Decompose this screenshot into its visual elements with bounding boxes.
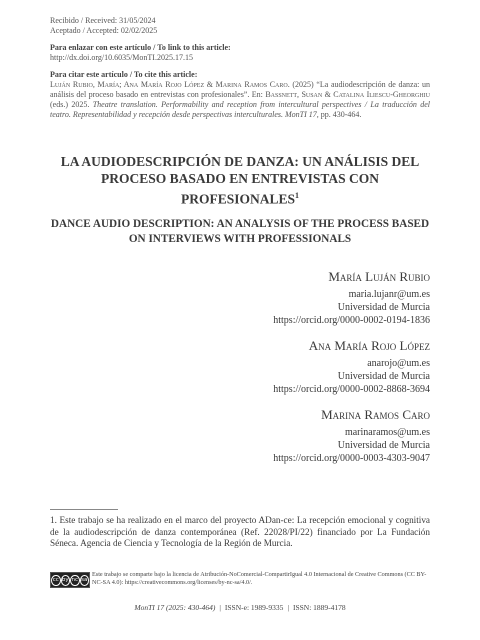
citation-title: (2025) “La audiodescripción de danza: un análisis del proceso basado en entrevistas con profesionales”. En: <box>50 80 431 99</box>
citation-pages: pp. 430-464. <box>320 110 362 119</box>
citation-editors: Bassnett, Susan & Catalina Iliescu-Gheorghiu <box>265 90 431 99</box>
author-name: Marina Ramos Caro <box>321 407 430 422</box>
footer-issn-e: ISSN-e: 1989-9335 <box>224 603 284 612</box>
doi-link[interactable]: http://dx.doi.org/10.6035/MonTI.2025.17.15 <box>50 53 193 62</box>
author-orcid[interactable]: https://orcid.org/0000-0003-4303-9047 <box>273 453 430 464</box>
cite-label: Para citar este artículo / To cite this article: <box>50 70 198 79</box>
article-first-page <box>50 0 430 640</box>
citation-authors: Luján Rubio, María; Ana María Rojo López & Marina Ramos Caro. <box>50 80 290 89</box>
accepted-date: Aceptado / Accepted: 02/02/2025 <box>50 26 158 35</box>
received-date: Recibido / Received: 31/05/2024 <box>50 16 156 25</box>
citation-eds: (eds.) 2025. <box>50 100 90 109</box>
license-text: Este trabajo se comparte bajo la licencia de Atribución-NoComercial-CompartirIgual 4.0 Internacional de Creative Commons (CC BY-NC-SA 4.0): https://creativecommons.org/licenses/by-nc-sa/4.0/. <box>92 571 427 586</box>
footnote-divider <box>50 509 118 510</box>
author-email[interactable]: maria.lujanr@um.es <box>348 289 430 300</box>
author-name: Ana María Rojo López <box>308 338 430 353</box>
link-label: Para enlazar con este artículo / To link to this article: <box>50 43 231 52</box>
license-block <box>50 571 430 595</box>
author-orcid[interactable]: https://orcid.org/0000-0002-0194-1836 <box>273 315 430 326</box>
author-block <box>50 269 430 327</box>
title-english: DANCE AUDIO DESCRIPTION: AN ANALYSIS OF THE PROCESS BASED ON INTERVIEWS WITH PROFESSIONALS <box>50 218 430 245</box>
article-metadata <box>50 16 430 120</box>
author-affiliation: Universidad de Murcia <box>337 371 430 382</box>
footer-issn: ISSN: 1889-4178 <box>292 603 346 612</box>
footnote: 1. Este trabajo se ha realizado en el marco del proyecto ADan-ce: La recepción emocional y cognitiva de la audiodescripción de danza contemporánea (Ref. 22028/PI/22) financiado por La Fundación Séneca. Agencia de Ciencia y Tecnología de la Región de Murcia. <box>50 515 430 548</box>
footer-journal: MonTI 17 (2025: 430-464) <box>134 603 216 612</box>
author-block <box>50 338 430 396</box>
cc-license-icon[interactable]: cc by nc sa <box>50 572 90 588</box>
page-footer: MonTI 17 (2025: 430-464) | ISSN-e: 1989-9335 | ISSN: 1889-4178 <box>134 603 346 612</box>
author-email[interactable]: anarojo@um.es <box>367 358 430 369</box>
citation <box>50 80 430 120</box>
citation-book: Theatre translation. Performability and reception from intercultural perspectives / La traducción del teatro. Representabilidad y recepción desde perspectivas interculturales. MonTI 17, <box>50 100 430 119</box>
author-block <box>50 407 430 465</box>
author-orcid[interactable]: https://orcid.org/0000-0002-8868-3694 <box>273 384 430 395</box>
title-spanish: LA AUDIODESCRIPCIÓN DE DANZA: UN ANÁLISIS DEL PROCESO BASADO EN ENTREVISTAS CON PROFESIONALES$^1$ <box>60 154 420 207</box>
author-affiliation: Universidad de Murcia <box>337 440 430 451</box>
author-affiliation: Universidad de Murcia <box>337 302 430 313</box>
footnote-marker[interactable]: 1 <box>295 191 300 200</box>
author-email[interactable]: marinaramos@um.es <box>344 427 430 438</box>
author-name: María Luján Rubio <box>328 269 430 284</box>
